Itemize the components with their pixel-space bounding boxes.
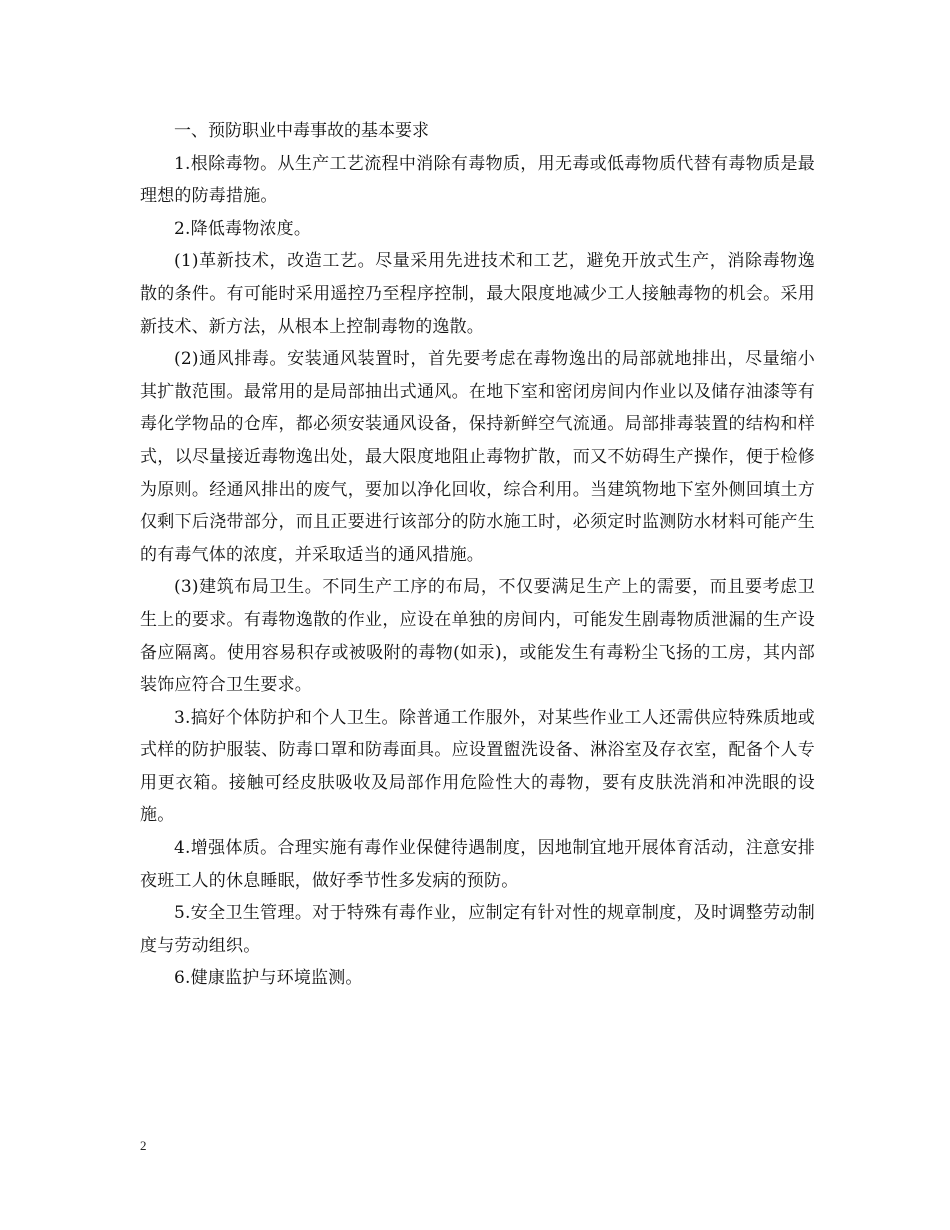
paragraph-building-layout: (3)建筑布局卫生。不同生产工序的布局，不仅要满足生产上的需要，而且要考虑卫生上的要求。有毒物逸散的作业，应设在单独的房间内，可能发生剧毒物质泄漏的生产设备应隔离。使用容易积存或被吸附的毒物(如汞)，或能发生有毒粉尘飞扬的工房，其内部装饰应符合卫生要求。 xyxy=(140,577,815,696)
paragraph-safety-management: 5.安全卫生管理。对于特殊有毒作业，应制定有针对性的规章制度，及时调整劳动制度与劳动组织。 xyxy=(140,903,815,956)
paragraph-health-monitoring: 6.健康监护与环境监测。 xyxy=(174,968,363,989)
paragraph-eliminate-toxins: 1.根除毒物。从生产工艺流程中消除有毒物质，用无毒或低毒物质代替有毒物质是最理想的防毒措施。 xyxy=(140,153,815,207)
paragraph-strengthen-health: 4.增强体质。合理实施有毒作业保健待遇制度，因地制宜地开展体育活动，注意安排夜班工人的休息睡眠，做好季节性多发病的预防。 xyxy=(140,838,815,891)
paragraph-reduce-concentration: 2.降低毒物浓度。 xyxy=(174,218,312,239)
page-number: 2 xyxy=(140,1138,147,1153)
paragraph-innovate-technology: (1)革新技术，改造工艺。尽量采用先进技术和工艺，避免开放式生产，消除毒物逸散的条件。有可能时采用遥控乃至程序控制，最大限度地减少工人接触毒物的机会。采用新技术、新方法，从根本上控制毒物的逸散。 xyxy=(140,251,815,337)
document-body xyxy=(140,115,815,995)
section-heading: 一、预防职业中毒事故的基本要求 xyxy=(174,121,429,141)
paragraph-ventilation: (2)通风排毒。安装通风装置时，首先要考虑在毒物逸出的局部就地排出，尽量缩小其扩散范围。最常用的是局部抽出式通风。在地下室和密闭房间内作业以及储存油漆等有毒化学物品的仓库，都必须安装通风设备，保持新鲜空气流通。局部排毒装置的结构和样式，以尽量接近毒物逸出处，最大限度地阻止毒物扩散，而又不妨碍生产操作，便于检修为原则。经通风排出的废气，要加以净化回收，综合利用。当建筑物地下室外侧回填土方仅剩下后浇带部分，而且正要进行该部分的防水施工时，必须定时监测防水材料可能产生的有毒气体的浓度，并采取适当的通风措施。 xyxy=(140,349,815,565)
paragraph-personal-protection: 3.搞好个体防护和个人卫生。除普通工作服外，对某些作业工人还需供应特殊质地或式样的防护服装、防毒口罩和防毒面具。应设置盥洗设备、淋浴室及存衣室，配备个人专用更衣箱。接触可经皮肤吸收及局部作用危险性大的毒物，要有皮肤洗消和冲洗眼的设施。 xyxy=(140,707,815,826)
